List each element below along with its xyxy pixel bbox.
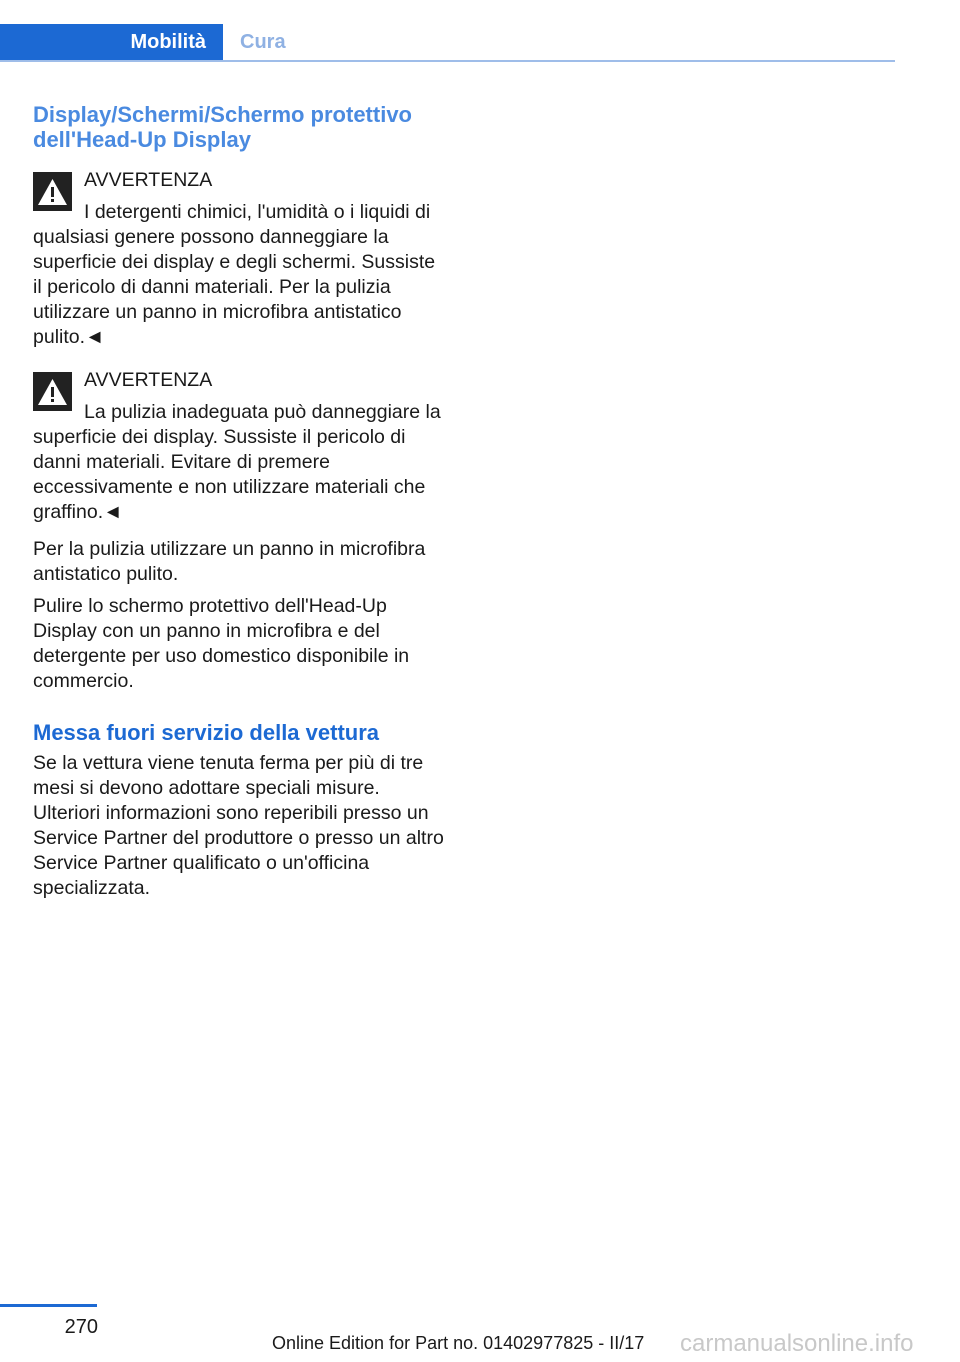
- page-number: 270: [64, 1316, 98, 1338]
- header-divider: [0, 60, 895, 62]
- section-title-display: Display/Schermi/Schermo protettivo dell'Head-Up Display: [33, 102, 412, 152]
- header-bar: [0, 24, 895, 62]
- footer-accent-line: [0, 1304, 97, 1307]
- tab-cura[interactable]: [240, 24, 286, 61]
- tab-mobilita[interactable]: [0, 24, 223, 61]
- warning-label-1: AVVERTENZA: [84, 169, 213, 191]
- paragraph-cleaning: Per la pulizia utilizzare un panno in microfibra antistatico pulito.: [33, 538, 426, 585]
- warning-text-2: La pulizia inadeguata può danneggiare la superficie dei display. Sussiste il pericolo di danni materiali. Evitare di premere eccessivamente e non utilizzare materiali che graffino.◄: [33, 401, 441, 523]
- warning-block-2: [33, 368, 448, 525]
- paragraph-hud-cleaning: Pulire lo schermo protettivo dell'Head-Up Display con un panno in microfibra e del detergente per uso domestico disponibile in commercio.: [33, 595, 410, 692]
- tab-mobilita-label: Mobilità: [130, 31, 206, 53]
- watermark: carmanualsonline.info: [680, 1330, 914, 1357]
- page-content: [33, 102, 448, 901]
- section-title-decommission: Messa fuori servizio della vettura: [33, 720, 380, 745]
- paragraph-decommission: Se la vettura viene tenuta ferma per più di tre mesi si devono adottare speciali misure. Ulteriori informazioni sono reperibili presso un Service Partner del produttore o presso un altro Service Partner qualificato o un'officina specializzata.: [33, 752, 444, 899]
- warning-triangle-icon: [33, 172, 72, 211]
- warning-triangle-icon: [33, 372, 72, 411]
- edition-note: Online Edition for Part no. 01402977825 - II/17: [272, 1333, 645, 1353]
- warning-text-1: I detergenti chimici, l'umidità o i liquidi di qualsiasi genere possono danneggiare la superficie dei display e degli schermi. Sussiste il pericolo di danni materiali. Per la pulizia utilizzare un panno in microfibra antistatico pulito.◄: [33, 201, 436, 348]
- tab-cura-label: Cura: [240, 31, 286, 53]
- warning-label-2: AVVERTENZA: [84, 369, 213, 391]
- warning-block-1: [33, 168, 448, 350]
